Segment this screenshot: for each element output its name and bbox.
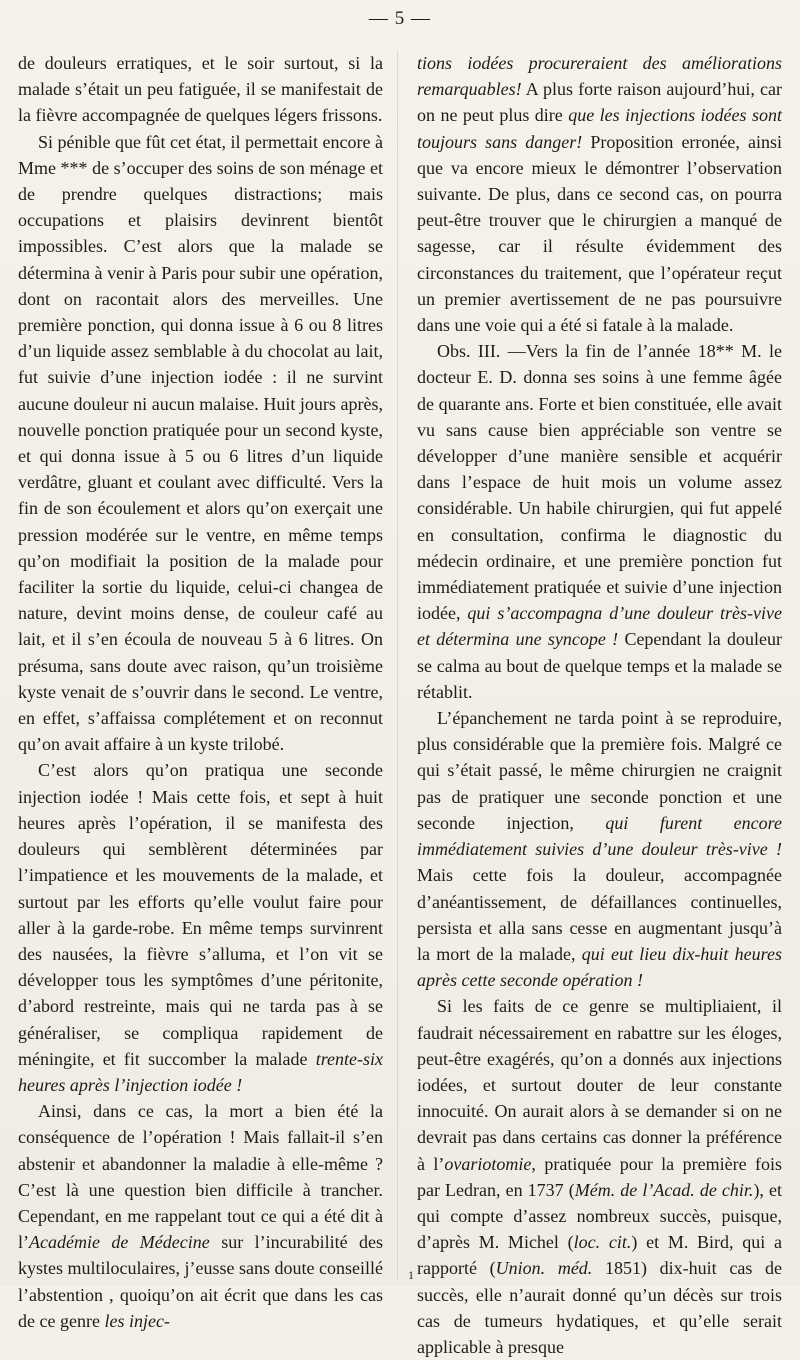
right-paragraph-4-part-4: ) et M. Bird, qui a rapporté (: [417, 1232, 783, 1279]
right-paragraph-2: [417, 338, 782, 705]
right-paragraph-1-emphasis-2: que les injections iodées sont toujours sans danger!: [417, 105, 782, 152]
left-paragraph-4-part-2: sur l’incurabilité des kystes multiloculaires, j’eusse sans doute conseillé l’abstention , quoiqu’on ait écrit que dans les cas de ce genre: [18, 1232, 383, 1331]
right-paragraph-3-part-2: Mais cette fois la douleur, accompagnée d’anéantissement, de défaillances continuelles, persista et alla sans cesse en augmentant jusqu’à la mort de la malade,: [417, 865, 782, 964]
right-column: [417, 50, 782, 1360]
left-paragraph-4-emphasis-1: Académie de Médecine: [29, 1232, 210, 1253]
right-paragraph-4-emphasis-3: loc. cit.: [573, 1232, 632, 1253]
left-paragraph-3: [18, 757, 383, 1098]
right-paragraph-3-part-1: L’épanchement ne tarda point à se reproduire, plus considérable que la première fois. Malgré ce qui s’était passé, le même chirurgien ne craignit pas de pratiquer une seconde ponction et une seconde injection,: [417, 708, 782, 833]
right-paragraph-3-emphasis-2: qui eut lieu dix-huit heures après cette seconde opération !: [417, 943, 782, 991]
left-paragraph-4-emphasis-2: les injec-: [104, 1310, 170, 1331]
right-paragraph-4-part-1: Si les faits de ce genre se multipliaient, il faudrait nécessairement en rabattre sur les éloges, peut-être exagérés, qu’on a donnés aux injections iodées, et surtout douter de leur constante innocuité. On aurait alors à se demander si on ne devrait pas dans certains cas donner la préférence à l’: [417, 996, 782, 1174]
left-paragraph-1: [18, 50, 383, 129]
column-divider: [397, 50, 398, 1280]
footer-mark: 1: [408, 1268, 414, 1282]
left-paragraph-2-part-1: Si pénible que fût cet état, il permettait encore à Mme *** de s’occuper des soins de son ménage et de prendre quelques distractions; mais occupations et plaisirs devinrent bientôt impossibles. C’est alors que la malade se détermina à venir à Paris pour subir une opération, dont on racontait alors des merveilles. Une première ponction, qui donna issue à 6 ou 8 litres d’un liquide assez semblable à du chocolat au lait, fut suivie d’une injection iodée : il ne survint aucune douleur ni aucun malaise. Huit jours après, nouvelle ponction pratiquée pour un second kyste, et qui donna issue à 5 ou 6 litres d’un liquide verdâtre, gluant et coulant avec difficulté. Vers la fin de son écoulement et alors qu’on exerçait une pression modérée sur le ventre, en même temps qu’on modifiait la position de la malade pour faciliter la sortie du liquide, celui-ci changea de nature, devint moins dense, de couleur café au lait, et il s’en écoula de nouveau 5 à 6 litres. On présuma, sans doute avec raison, qu’un troisième kyste venait de s’ouvrir dans le second. Le ventre, en effet, s’affaissa complétement et on reconnut qu’on avait affaire à un kyste trilobé.: [18, 131, 383, 755]
page-number: — 5 —: [369, 8, 431, 29]
right-paragraph-4-part-2: , pratiquée pour la première fois par Ledran, en 1737 (: [417, 1153, 783, 1200]
right-paragraph-1: [417, 50, 782, 338]
right-paragraph-4-part-3: ), et qui compte d’assez nombreux succès, puisque, d’après M. Michel (: [417, 1179, 782, 1253]
left-paragraph-3-emphasis: trente-six heures après l’injection iodée !: [18, 1048, 383, 1095]
left-paragraph-1-part-1: de douleurs erratiques, et le soir surtout, si la malade s’était un peu fatiguée, il se manifestait de la fièvre accompagnée de quelques légers frissons.: [18, 53, 383, 126]
right-paragraph-2-emphasis: qui s’accompagna d’une douleur très-vive et détermina une syncope !: [417, 603, 783, 650]
right-paragraph-3: [417, 705, 782, 993]
left-paragraph-2: [18, 129, 383, 758]
right-paragraph-3-emphasis-1: qui furent encore immédiatement suivies d’une douleur très-vive !: [417, 812, 782, 860]
right-paragraph-4: [417, 993, 782, 1360]
left-paragraph-3-part-1: C’est alors qu’on pratiqua une seconde injection iodée ! Mais cette fois, et sept à huit heures après l’opération, il se manifesta des douleurs qui semblèrent déterminées par l’impatience et les mouvements de la malade, et surtout par les efforts qu’elle voulut faire pour aller à la garde-robe. En même temps survinrent des nausées, la fièvre s’alluma, et l’on vit se développer tous les symptômes d’une péritonite, d’abord restreinte, mais qui ne tarda pas à se généraliser, se compliqua rapidement de méningite, et fit succomber la malade: [18, 760, 383, 1069]
right-paragraph-1-emphasis-1: tions iodées procureraient des améliorations remarquables!: [417, 53, 782, 100]
right-paragraph-2-part-1: Obs. III. —Vers la fin de l’année 18** M. le docteur E. D. donna ses soins à une femme âgée de quarante ans. Forte et bien constituée, elle avait vu sans cause bien appréciable son ventre se développer d’une manière sensible et acquérir dans l’espace de huit mois un volume assez considérable. Un habile chirurgien, qui fut appelé en consultation, confirma le diagnostic du médecin ordinaire, et une première ponction fut immédiatement pratiquée et suivie d’une injection iodée,: [417, 341, 782, 624]
right-paragraph-1-part-2: Proposition erronée, ainsi que va encore mieux le démontrer l’observation suivante. De plus, dans ce second cas, on pourra peut-être trouver que le chirurgien a manqué de sagesse, car il résulte évidemment des circonstances du traitement, que l’opérateur reçut un premier avertissement de ne pas poursuivre dans une voie qui a été si fatale à la malade.: [417, 131, 782, 336]
right-paragraph-4-emphasis-2: Mém. de l’Acad. de chir.: [574, 1179, 754, 1200]
right-paragraph-4-part-5: 1851) dix-huit cas de succès, elle n’aurait donné qu’un décès sur trois cas de tumeurs hydatiques, et qu’elle serait applicable à presque: [417, 1258, 782, 1357]
left-paragraph-4: [18, 1098, 383, 1334]
left-paragraph-4-part-1: Ainsi, dans ce cas, la mort a bien été la conséquence de l’opération ! Mais fallait-il s’en abstenir et abandonner la maladie à elle-même ? C’est là une question bien difficile à trancher. Cependant, en me rappelant tout ce qui a été dit à l’: [18, 1101, 383, 1253]
right-paragraph-4-emphasis-4: Union. méd.: [495, 1258, 593, 1279]
right-paragraph-4-emphasis-1: ovariotomie: [444, 1153, 532, 1174]
left-column: [18, 50, 383, 1334]
right-paragraph-2-part-2: Cependant la douleur se calma au bout de quelque temps et la malade se rétablit.: [417, 629, 782, 702]
right-paragraph-1-part-1: A plus forte raison aujourd’hui, car on ne peut plus dire: [417, 79, 782, 126]
